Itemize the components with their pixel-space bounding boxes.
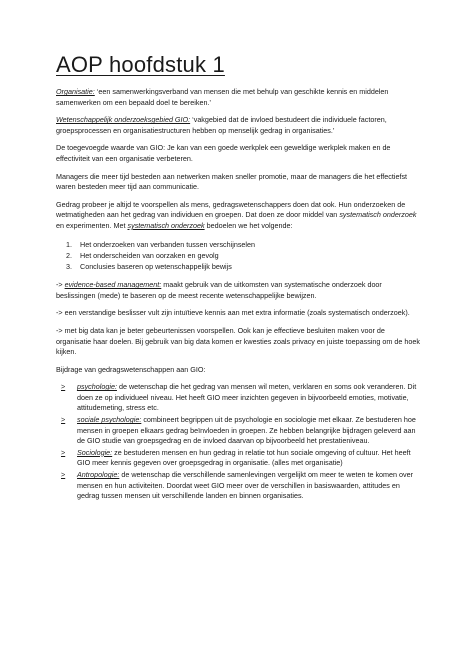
paragraph-gio-definition (56, 115, 421, 136)
behaviour-text-e: bedoelen we het volgende: (204, 220, 293, 230)
bullet-marker: > (61, 470, 66, 480)
list-item (56, 250, 421, 261)
paragraph-evidence-based (56, 280, 421, 301)
bullet-term: Sociologie: (77, 447, 113, 457)
list-number: 3. (66, 261, 72, 271)
paragraph-added-value: De toegevoegde waarde van GIO: Je kan van een goede werkplek een geweldige werkplek maken en de effectiviteit van een organisatie verbeteren. (56, 143, 391, 163)
behaviour-term-systematic-1: systematisch onderzoek (339, 210, 417, 220)
bullet-sociale-psychologie (56, 415, 421, 447)
bullet-text: de wetenschap die het gedrag van mensen wil meten, verklaren en soms ook veranderen. Dit doen ze op individueel niveau. Het heeft GIO meer inzichten gegeven in bijvoorbeeld emoties, motivatie, attitudemeting, stress etc. (77, 382, 417, 413)
paragraph-organisatie (56, 87, 421, 108)
list-item (56, 261, 421, 272)
paragraph-managers: Managers die meer tijd besteden aan netwerken maken sneller promotie, maar de managers die het effectiefst waren besteden meer tijd aan communicatie. (56, 171, 408, 192)
bullet-text: combineert begrippen uit de psychologie en sociologie met elkaar. Ze bestuderen hoe mensen in groepen elkaars gedrag beïnvloeden in groepen. Ze hebben belangrijke bijdragen geleverd aan de GIO studie van groepsgedrag en de invloed daarvan op bijvoorbeeld het prestatieniveau. (77, 415, 416, 446)
document-page (56, 52, 421, 503)
list-text: Conclusies baseren op wetenschappelijk bewijs (80, 261, 232, 271)
list-text: Het onderzoeken van verbanden tussen verschijnselen (80, 239, 256, 249)
term-evidence-based: evidence-based management: (64, 280, 162, 290)
bullet-marker: > (61, 447, 66, 457)
list-item (56, 239, 421, 250)
page-title: AOP hoofdstuk 1 (56, 52, 225, 77)
evidence-based-text: maakt gebruik van de uitkomsten van systematische onderzoek door beslissingen (mede) te baseren op de meest recente wetenschappelijke bewijzen. (56, 280, 382, 300)
definition-organisatie: ‘een samenwerkingsverband van mensen die met behulp van geschikte kennis en middelen samenwerken om een bepaald doel te bereiken.’ (56, 87, 389, 107)
numbered-list (56, 239, 421, 273)
bullet-marker: > (61, 415, 66, 425)
arrow-prefix: -> (56, 280, 65, 290)
term-organisatie: Organisatie: (56, 87, 95, 96)
list-text: Het onderscheiden van oorzaken en gevolg (80, 250, 219, 260)
paragraph-contributions-heading: Bijdrage van gedragswetenschappen aan GIO: (56, 364, 206, 374)
behaviour-term-systematic-2: systematisch onderzoek (127, 220, 205, 230)
bullet-marker: > (61, 382, 66, 392)
list-number: 2. (66, 250, 72, 260)
list-number: 1. (66, 239, 72, 249)
paragraph-intuition: -> een verstandige beslisser vult zijn intuïtieve kennis aan met extra informatie (zoals systematisch onderzoek). (56, 308, 410, 318)
paragraph-behaviour (56, 200, 421, 232)
bullet-psychologie (56, 382, 421, 414)
definition-gio: ‘vakgebied dat de invloed bestudeert die individuele factoren, groepsprocessen en organisatiestructuren hebben op menselijk gedrag in organisaties.’ (56, 115, 387, 135)
bullet-sociologie (56, 448, 421, 469)
behaviour-text-c: en experimenten. Met (56, 220, 128, 230)
bullet-term: psychologie: (77, 382, 117, 392)
bullet-term: sociale psychologie: (77, 415, 142, 425)
bullet-antropologie (56, 470, 421, 502)
behaviour-text-a: Gedrag probeer je altijd te voorspellen als mens, gedragswetenschappers doen dat ook. Hun onderzoeken de wetmatigheden aan het gedrag van individuen en groepen. Dat doen ze door middel van (56, 199, 406, 220)
bullet-term: Antropologie: (77, 470, 120, 480)
bullet-text: de wetenschap die verschillende samenlevingen vergelijkt om meer te weten te komen over mensen en hun activiteiten. Doordat weet GIO meer over de verschillen in basiswaarden, attitudes en gedrag tussen mensen uit verschillende landen en binnen organisaties. (77, 470, 414, 501)
term-gio: Wetenschappelijk onderzoeksgebied GIO: (56, 115, 191, 125)
bullet-text: ze bestuderen mensen en hun gedrag in relatie tot hun sociale omgeving of cultuur. Het heeft GIO meer kennis gegeven over groepsgedrag in organisatie. (alles met organisatie) (77, 447, 411, 468)
paragraph-big-data: -> met big data kan je beter gebeurtenissen voorspellen. Ook kan je effectieve besluiten maken voor de organisatie haar doelen. Bij gebruik van big data komen er kwesties zoals privacy en juiste toepassing om de hoek kijken. (56, 325, 420, 357)
